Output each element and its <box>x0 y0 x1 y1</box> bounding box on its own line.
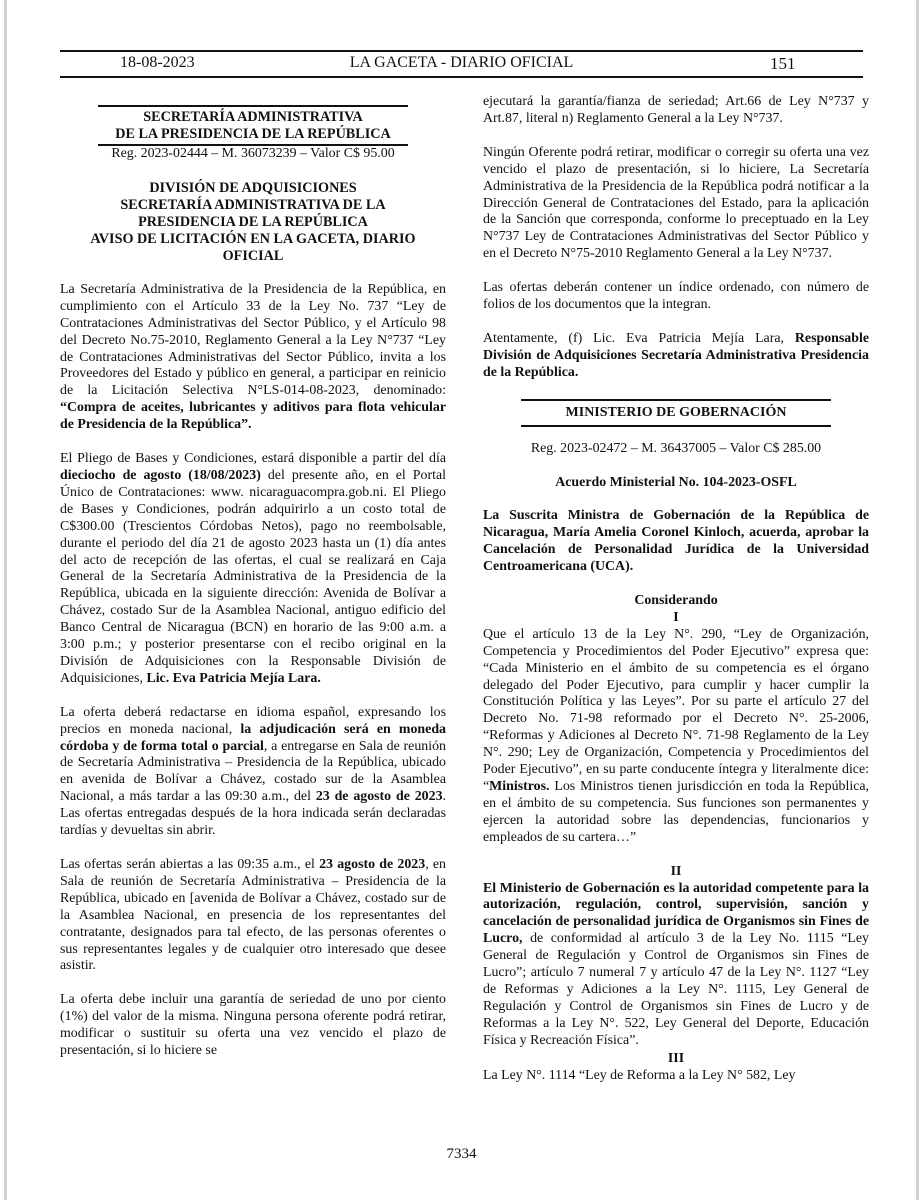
paragraph-offer-opening <box>60 857 446 975</box>
notice-heading <box>88 180 418 265</box>
opening-date: 23 agosto de 2023 <box>319 857 426 872</box>
responsible-name: Lic. Eva Patricia Mejía Lara. <box>146 670 321 686</box>
scan-edge-right <box>916 0 919 1200</box>
authority-statement: El Ministerio de Gobernación es la autoridad competente para la autorización, regulación, control, supervisión, sanción y cancelación de personalidad jurídica de Organismos sin Fines de Lucro, <box>483 880 869 947</box>
paragraph-text: , a entregarse en Sala de reunión de Secretaría Administrativa – Presidencia de la República, ubicado en avenida de Bolívar a Chávez, costado sur de la Asamblea Nacional, a más tardar a las 09:30 a.m., del <box>60 738 446 805</box>
paragraph-index: Las ofertas deberán contener un índice ordenado, con número de folios de los documentos que la integran. <box>483 280 869 313</box>
agreement-title: Acuerdo Ministerial No. 104-2023-OSFL <box>555 474 797 490</box>
paragraph-text: Las ofertas serán abiertas a las 09:35 a.m., el <box>60 857 320 872</box>
signatory-title: Responsable División de Adquisiciones Secretaría Administrativa Presidencia de la República. <box>483 330 869 380</box>
paragraph-text: El Pliego de Bases y Condiciones, estará disponible a partir del día <box>60 451 446 467</box>
scan-edge-left <box>4 0 7 1200</box>
header-date: 18-08-2023 <box>120 54 195 71</box>
left-column <box>60 105 446 1077</box>
paragraph-text: Atentamente, (f) Lic. Eva Patricia Mejía Lara, <box>483 330 795 346</box>
notice-title-2: SECRETARÍA ADMINISTRATIVA DE LA PRESIDENCIA DE LA REPÚBLICA <box>120 196 386 230</box>
header-rule-bottom <box>60 76 863 78</box>
roman-numeral-1: I <box>673 609 679 625</box>
institution-title: SECRETARÍA ADMINISTRATIVA <box>143 109 363 125</box>
paragraph-text: , en Sala de reunión de Secretaría Administrativa – Presidencia de la República, ubicado en [avenida de Bolívar a Chávez, costado sur de la Asamblea Nacional, en presencia de los representantes del contratante, designados para tal efecto, de las personas oferentes o sus representantes legales y de cualquier otro interesado que desee asistir. <box>60 857 447 974</box>
paragraph-offer-submission <box>60 705 446 840</box>
submission-date: 23 de agosto de 2023 <box>315 789 443 805</box>
roman-numeral-3: III <box>667 1050 685 1066</box>
paragraph-text: Los Ministros tienen jurisdicción en toda la República, en el ámbito de su competencia. Sus funciones son permanentes y ejercen la autoridad sobre las dependencias, funcionarios y empleados de su cartera…” <box>483 779 869 845</box>
paragraph-guarantee: La oferta debe incluir una garantía de seriedad de uno por ciento (1%) del valor de la misma. Ninguna persona oferente podrá retirar, modificar o sustituir su oferta una vez vencido el plazo de presentación, si lo hiciere se <box>60 992 446 1059</box>
tender-name: “Compra de aceites, lubricantes y aditivos para flota vehicular de Presidencia de la República”. <box>60 400 446 433</box>
paragraph-text: Que el artículo 13 de la Ley N°. 290, “Ley de Organización, Competencia y Procedimientos del Poder Ejecutivo” expresa que: “Cada Ministerio en el ámbito de su competencia es el órgano delegado del Poder Ejecutivo, para cumplir y hacer cumplir la Constitución Política y las Leyes”. Por su parte el artículo 27 del Decreto No. 71-98 reformado por el Decreto N°. 25-2006, “Reformas y Adiciones al Decreto N°. 71-98 Reglamento de la Ley N°. 290; Ley de Organización, Competencia y Procedimientos del Poder Ejecutivo”, en su parte conducente íntegra y literalmente dice: “ <box>483 626 869 794</box>
agreement-intro: La Suscrita Ministra de Gobernación de la República de Nicaragua, María Amelia Coronel Kinloch, acuerda, aprobar la Cancelación de Personalidad Jurídica de la Universidad Centroamericana (UCA). <box>483 508 869 575</box>
ministry-title: MINISTERIO DE GOBERNACIÓN <box>521 399 831 427</box>
paragraph-text: de conformidad al artículo 3 de la Ley No. 1115 “Ley General de Regulación y Control de Organismos sin Fines de Lucro”; artículo 7 numeral 7 y artículo 47 de la Ley N°. 1127 “Ley de Reformas y Adiciones a la Ley N°. 1115, Ley General de Regulación y Control de Organismos sin Fines de Lucro y de Reformas a la Ley N°. 522, Ley General del Deporte, Educación Física y Recreación Física”. <box>483 931 869 1048</box>
paragraph-bidding-terms <box>60 451 446 688</box>
paragraph-guarantee-continued: ejecutará la garantía/fianza de seriedad; Art.66 de Ley N°737 y Art.87, literal n) Reglamento General a la Ley N°737. <box>483 94 869 126</box>
paragraph-signature <box>483 331 869 382</box>
paragraph-text: La Secretaría Administrativa de la Presidencia de la República, en cumplimiento con el Artículo 33 de la Ley No. 737 “Ley de Contrataciones Administrativas del Sector Público, y el Artículo 98 del Decreto No.75-2010, Reglamento General a la Ley N°737 “Ley de Contrataciones Administrativas del Sector Público, invita a los Proveedores del Estado y público en general, a participar en reinicio de la Licitación Selectiva N°LS-014-08-2023, denominado: <box>60 281 446 399</box>
right-column <box>483 94 869 1101</box>
registration-line: Reg. 2023-02472 – M. 36437005 – Valor C$ 285.00 <box>530 440 822 456</box>
paragraph-invitation <box>60 282 446 434</box>
notice-title-1: DIVISIÓN DE ADQUISICIONES <box>149 179 357 196</box>
header-rule-top <box>60 50 863 52</box>
institution-subtitle: DE LA PRESIDENCIA DE LA REPÚBLICA <box>98 126 408 146</box>
paragraph-text: del presente año, en el Portal Único de Contrataciones: www. nicaraguacompra.gob.ni. El Pliego de Bases y Condiciones, podrán adquirirlo a un costo total de C$300.00 (Trescientos Córdobas Netos), pago no reembolsable, durante el periodo del día 21 de agosto 2023 hasta un (1) día antes del acto de recepción de las ofertas, el cual se realizará en Caja General de la Secretaría Administrativa de la Presidencia de la República, ubicada en la siguiente dirección: Avenida de Bolívar a Chávez, costado Sur de la Asamblea Nacional, antiguo edificio del Banco Central de Nicaragua (BCN) en horario de las 9:00 a.m. a 3:00 p.m.; y posterior presentarse con el recibo original en la División de Adquisiciones con la Responsable División de Adquisiciones, <box>60 467 446 686</box>
availability-date: dieciocho de agosto (18/08/2023) <box>60 467 261 483</box>
roman-numeral-2: II <box>670 863 682 879</box>
term-ministros: Ministros. <box>489 779 550 794</box>
paragraph-text: . Las ofertas entregadas después de la hora indicada serán declaradas tardías y devueltas sin abrir. <box>60 789 446 839</box>
paragraph-text: La oferta deberá redactarse en idioma español, expresando los precios en moneda nacional, <box>60 704 446 737</box>
award-terms: la adjudicación será en moneda córdoba y de forma total o parcial <box>60 721 446 754</box>
notice-title-3: AVISO DE LICITACIÓN EN LA GACETA, DIARIO OFICIAL <box>90 230 416 264</box>
paragraph-considerando-2 <box>483 881 869 1050</box>
header-publication: LA GACETA - DIARIO OFICIAL <box>349 54 574 71</box>
header-page-number: 151 <box>770 54 796 73</box>
footer-page-total: 7334 <box>446 1146 477 1162</box>
registration-line: Reg. 2023-02444 – M. 36073239 – Valor C$ 95.00 <box>111 146 395 161</box>
institution-heading <box>98 105 408 146</box>
paragraph-considerando-3: La Ley N°. 1114 “Ley de Reforma a la Ley N° 582, Ley <box>483 1067 796 1083</box>
considerando-heading: Considerando <box>634 593 718 609</box>
paragraph-withdrawal: Ningún Oferente podrá retirar, modificar o corregir su oferta una vez vencido el plazo de presentación, si lo hiciere, La Secretaría Administrativa de la Presidencia de la República podrá notificar a la Dirección General de Contrataciones del Estado, para la aplicación de la Sanción que corresponda, conforme lo preceptuado en la Ley N°737 Ley de Contrataciones Administrativas del Sector Público y en el Decreto N°75-2010 Reglamento General a la Ley N°737. <box>483 144 869 262</box>
paragraph-considerando-1 <box>483 627 869 847</box>
